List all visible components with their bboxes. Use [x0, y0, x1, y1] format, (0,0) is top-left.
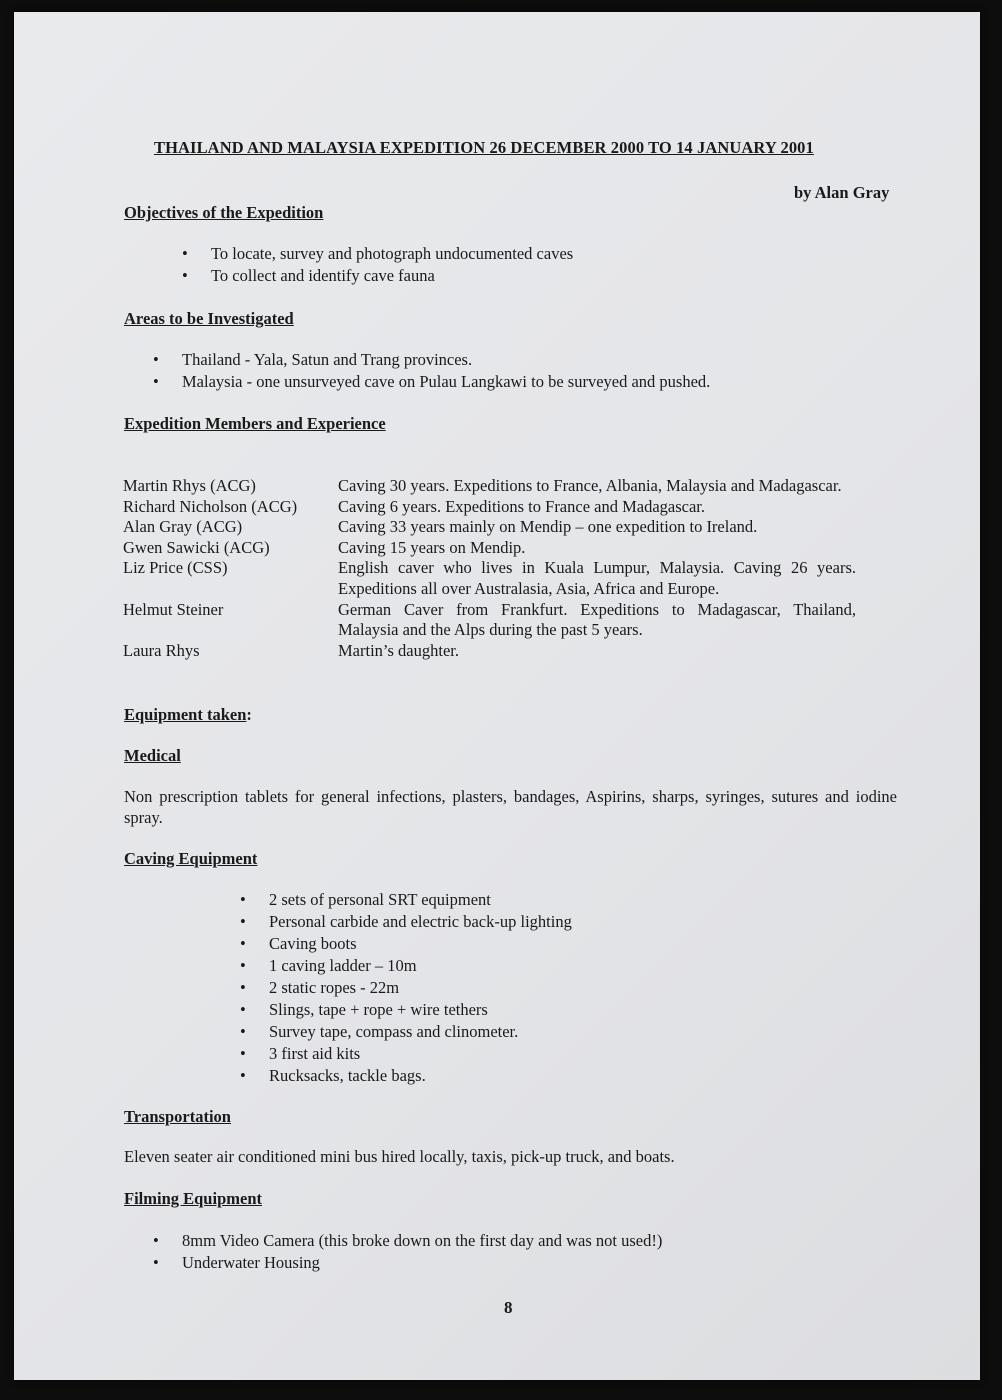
list-item: • 8mm Video Camera (this broke down on the first day and was not used!): [153, 1230, 662, 1252]
equipment-heading-text: Equipment taken: [124, 705, 247, 724]
list-item: • Underwater Housing: [153, 1252, 662, 1274]
member-row: [123, 600, 856, 641]
list-item: • To collect and identify cave fauna: [182, 265, 573, 287]
member-name: Gwen Sawicki (ACG): [123, 537, 270, 557]
member-experience: German Caver from Frankfurt. Expeditions to Madagascar, Thailand, Malaysia and the Alps during the past 5 years.: [338, 599, 856, 640]
member-name: Richard Nicholson (ACG): [123, 496, 298, 516]
objectives-heading: Objectives of the Expedition: [124, 203, 324, 222]
list-item: • Personal carbide and electric back-up lighting: [240, 911, 572, 933]
list-item: • Caving boots: [240, 933, 572, 955]
member-name: Martin Rhys (ACG): [123, 476, 256, 495]
list-item: • Slings, tape + rope + wire tethers: [240, 999, 572, 1021]
list-item: • Thailand - Yala, Satun and Trang provinces.: [153, 349, 710, 371]
objectives-list: [182, 243, 573, 287]
list-item: • 2 static ropes - 22m: [240, 977, 572, 999]
list-item: • 3 first aid kits: [240, 1043, 572, 1065]
equipment-heading: [124, 705, 252, 725]
list-item: • Rucksacks, tackle bags.: [240, 1065, 572, 1087]
filming-heading: Filming Equipment: [124, 1189, 262, 1208]
member-row: [123, 497, 856, 518]
caving-equipment-heading: Caving Equipment: [124, 849, 258, 868]
filming-list: [153, 1230, 662, 1274]
member-experience: Martin’s daughter.: [338, 640, 459, 660]
equipment-heading-colon: :: [246, 705, 252, 724]
caving-equipment-list: [240, 889, 572, 1087]
list-item: • Malaysia - one unsurveyed cave on Pulau Langkawi to be surveyed and pushed.: [153, 371, 710, 393]
member-experience: Caving 15 years on Mendip.: [338, 537, 526, 557]
areas-list: [153, 349, 710, 393]
author-byline: by Alan Gray: [794, 183, 890, 202]
members-table: [123, 476, 856, 661]
page-number: 8: [504, 1298, 513, 1317]
medical-text: Non prescription tablets for general infections, plasters, bandages, Aspirins, sharps, syringes, sutures and iodine spray.: [124, 787, 897, 827]
list-item: • To locate, survey and photograph undocumented caves: [182, 243, 573, 265]
member-name: Liz Price (CSS): [123, 558, 228, 578]
member-experience: Caving 30 years. Expeditions to France, Albania, Malaysia and Madagascar.: [338, 476, 842, 495]
list-item: • 1 caving ladder – 10m: [240, 955, 572, 977]
areas-heading: Areas to be Investigated: [124, 309, 294, 328]
member-experience: English caver who lives in Kuala Lumpur, Malaysia. Caving 26 years. Expeditions all over Australasia, Asia, Africa and Europe.: [338, 558, 856, 598]
member-experience: Caving 33 years mainly on Mendip – one expedition to Ireland.: [338, 517, 758, 537]
document-title: THAILAND AND MALAYSIA EXPEDITION 26 DECEMBER 2000 TO 14 JANUARY 2001: [154, 138, 814, 157]
medical-heading: Medical: [124, 746, 181, 765]
transportation-heading: Transportation: [124, 1107, 231, 1126]
member-name: Laura Rhys: [123, 640, 200, 660]
member-row: [123, 517, 856, 538]
list-item: • 2 sets of personal SRT equipment: [240, 889, 572, 911]
member-row: [123, 641, 856, 662]
member-row: [123, 558, 856, 599]
member-name: Alan Gray (ACG): [123, 517, 243, 537]
member-experience: Caving 6 years. Expeditions to France and Madagascar.: [338, 496, 706, 516]
member-name: Helmut Steiner: [123, 599, 224, 619]
member-row: [123, 476, 856, 497]
member-row: [123, 538, 856, 559]
members-heading: Expedition Members and Experience: [124, 414, 386, 433]
list-item: • Survey tape, compass and clinometer.: [240, 1021, 572, 1043]
transportation-text: Eleven seater air conditioned mini bus hired locally, taxis, pick-up truck, and boats.: [124, 1147, 675, 1166]
